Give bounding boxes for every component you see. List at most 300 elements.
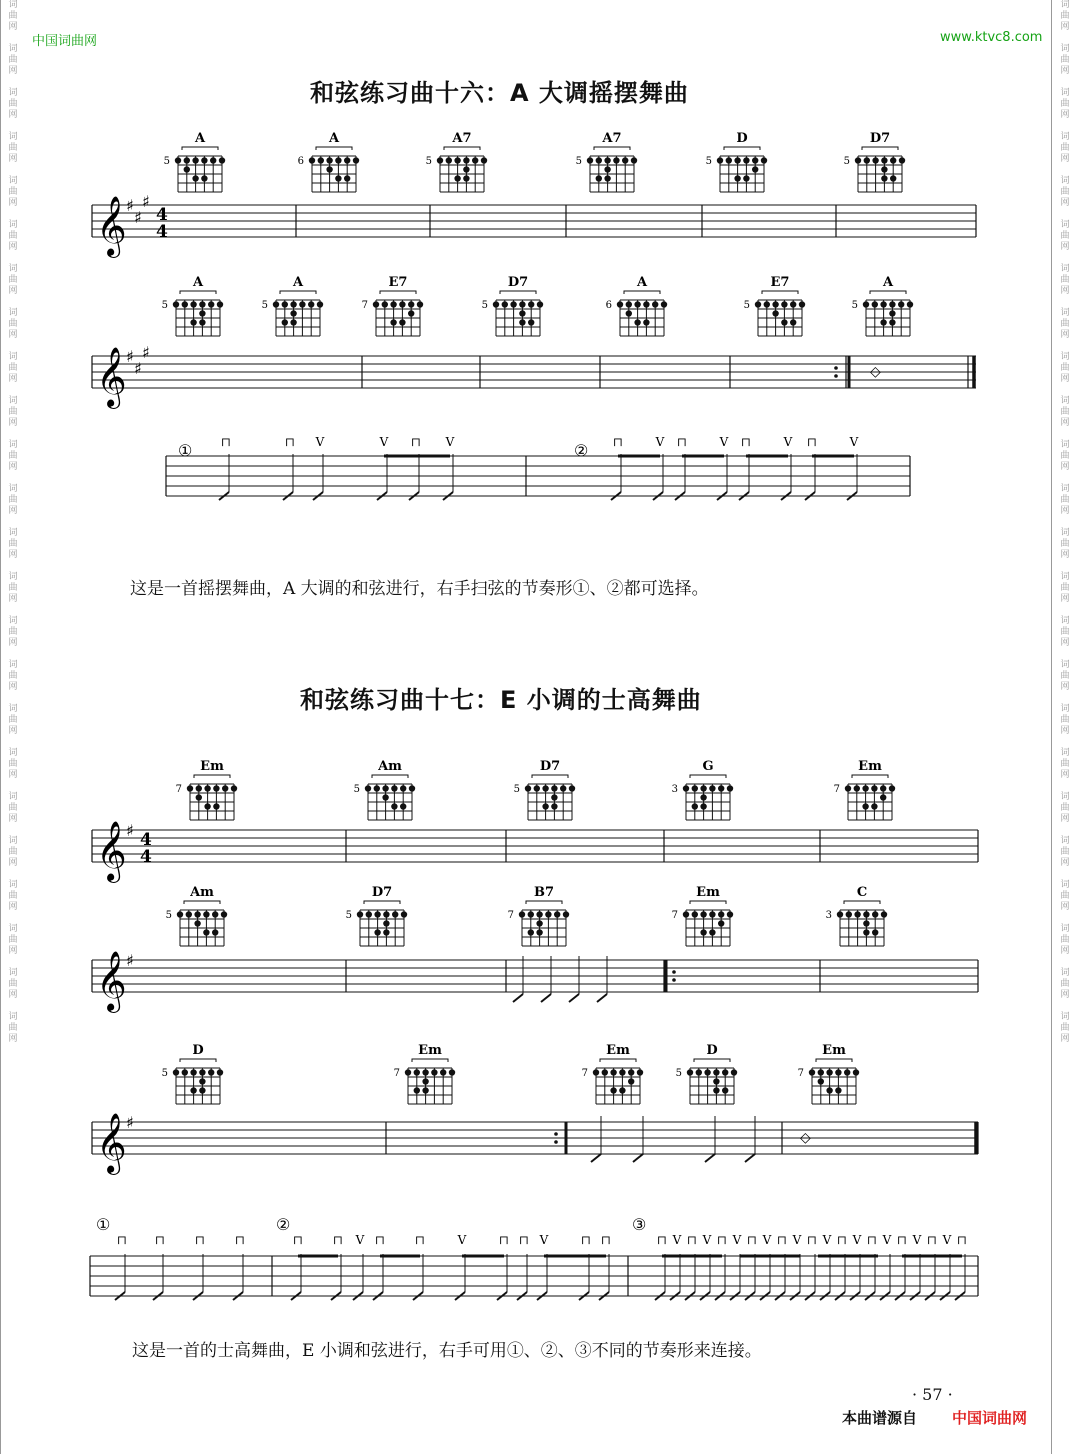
down-strum-icon: ⊓ [836,1233,848,1247]
finger-dot [383,929,389,935]
finger-dot [273,301,279,307]
slash-notehead [745,1154,755,1162]
finger-dot [177,911,183,917]
chord-name: A [194,131,206,146]
up-strum-icon: V [445,435,455,449]
barre-bracket [444,147,480,150]
fret-number: 5 [513,784,520,795]
time-signature-bottom: 4 [140,847,152,867]
finger-dot [844,1069,850,1075]
finger-dot [383,920,389,926]
finger-dot [560,785,566,791]
finger-dot [619,1069,625,1075]
repeat-dot [834,366,838,370]
finger-dot [353,157,359,163]
finger-dot [212,929,218,935]
time-signature-top: 4 [156,205,168,225]
finger-dot [718,785,724,791]
down-strum-icon: ⊓ [220,435,232,449]
barre-bracket [862,147,898,150]
chord-name: D [736,131,748,146]
up-strum-icon: V [762,1233,772,1247]
finger-dot [837,911,843,917]
finger-dot [835,1087,841,1093]
down-strum-icon: ⊓ [686,1233,698,1247]
rhythm-label: ① [96,1215,111,1234]
finger-dot [713,1078,719,1084]
finger-dot [652,301,658,307]
piece16-description: 这是一首摇摆舞曲，A 大调的和弦进行，右手扫弦的节奏形①、②都可选择。 [130,579,709,599]
slash-notehead [541,994,551,1002]
finger-dot [203,929,209,935]
finger-dot [718,920,724,926]
fret-number: 3 [825,910,832,921]
barre-bracket [280,291,316,294]
finger-dot [818,1069,824,1075]
finger-dot [196,785,202,791]
finger-dot [889,301,895,307]
finger-dot [374,911,380,917]
chord-name: A7 [452,131,472,146]
finger-dot [700,929,706,935]
finger-dot [282,319,288,325]
piece17-description: 这是一首的士高舞曲，E 小调和弦进行，右手可用①、②、③不同的节奏形来连接。 [132,1341,762,1361]
fret-number: 7 [671,910,678,921]
finger-dot [692,911,698,917]
sharp-icon: ♯ [142,343,150,362]
barre-bracket [184,901,220,904]
finger-dot [890,157,896,163]
finger-dot [454,157,460,163]
finger-dot [392,911,398,917]
fret-number: 5 [575,156,582,167]
finger-dot [192,157,198,163]
finger-dot [790,319,796,325]
finger-dot [519,319,525,325]
finger-dot [399,319,405,325]
finger-dot [203,911,209,917]
down-strum-icon: ⊓ [580,1233,592,1247]
finger-dot [809,1069,815,1075]
sharp-icon: ♯ [126,347,134,366]
finger-dot [373,301,379,307]
whole-note: ◇ [800,1130,811,1146]
repeat-dot [834,374,838,378]
sharp-icon: ♯ [126,1113,134,1132]
finger-dot [208,1069,214,1075]
finger-dot [845,785,851,791]
finger-dot [790,301,796,307]
finger-dot [390,301,396,307]
fret-number: 5 [161,300,168,311]
repeat-dot [672,978,676,982]
finger-dot [899,157,905,163]
finger-dot [626,310,632,316]
finger-dot [610,1069,616,1075]
fret-number: 5 [161,1068,168,1079]
finger-dot [889,785,895,791]
finger-dot [563,911,569,917]
finger-dot [734,175,740,181]
finger-dot [700,803,706,809]
finger-dot [846,911,852,917]
barre-bracket [690,901,726,904]
sharp-icon: ♯ [134,359,142,378]
finger-dot [537,301,543,307]
finger-dot [863,920,869,926]
finger-dot [881,157,887,163]
barre-bracket [844,901,880,904]
finger-dot [764,301,770,307]
finger-dot [826,1069,832,1075]
sharp-icon: ♯ [142,192,150,211]
finger-dot [855,157,861,163]
finger-dot [854,911,860,917]
chord-name: D [192,1043,204,1058]
sharp-icon: ♯ [126,196,134,215]
finger-dot [863,301,869,307]
finger-dot [399,301,405,307]
down-strum-icon: ⊓ [716,1233,728,1247]
finger-dot [192,175,198,181]
fret-number: 7 [361,300,368,311]
down-strum-icon: ⊓ [292,1233,304,1247]
sharp-icon: ♯ [134,208,142,227]
finger-dot [863,929,869,935]
chord-name: A [882,275,894,290]
finger-dot [890,175,896,181]
finger-dot [335,157,341,163]
finger-dot [604,166,610,172]
finger-dot [318,157,324,163]
finger-dot [628,1078,634,1084]
finger-dot [173,301,179,307]
fret-number: 5 [705,156,712,167]
treble-clef-icon: 𝄞 [96,821,127,881]
slash-notehead [597,994,607,1002]
finger-dot [781,319,787,325]
finger-dot [536,920,542,926]
barre-bracket [526,901,562,904]
finger-dot [818,1078,824,1084]
finger-dot [799,301,805,307]
treble-clef-icon: 𝄞 [96,347,127,407]
finger-dot [872,301,878,307]
finger-dot [551,785,557,791]
finger-dot [700,785,706,791]
finger-dot [709,911,715,917]
fret-number: 5 [675,1068,682,1079]
finger-dot [196,794,202,800]
fret-number: 6 [605,300,612,311]
up-strum-icon: V [702,1233,712,1247]
finger-dot [194,911,200,917]
fret-number: 7 [833,784,840,795]
finger-dot [709,929,715,935]
finger-dot [542,803,548,809]
down-strum-icon: ⊓ [498,1233,510,1247]
finger-dot [437,157,443,163]
barre-bracket [180,291,216,294]
finger-dot [722,1087,728,1093]
finger-dot [210,157,216,163]
site-url-header: www.ktvc8.com [940,30,1043,45]
down-strum-icon: ⊓ [154,1233,166,1247]
finger-dot [190,1069,196,1075]
finger-dot [704,1069,710,1075]
barre-bracket [372,775,408,778]
finger-dot [661,301,667,307]
right-watermark-strip: 词 曲 网 词 曲 网 词 曲 网 词 曲 网 词 曲 网 词 曲 网 词 曲 网 词 曲 网 词 曲 网 词 曲 网 词 曲 网 词 曲 网 词 曲 网 词 曲 网 词 曲 网 词 曲 网 词 曲 网 词 曲 网 词 曲 网 词 曲 网 词 曲 网 词 曲 网 词 曲 网 词 曲 网 [1060,0,1070,1044]
finger-dot [217,301,223,307]
finger-dot [401,911,407,917]
finger-dot [199,301,205,307]
finger-dot [390,319,396,325]
finger-dot [772,310,778,316]
chord-name: Em [606,1043,630,1058]
finger-dot [454,175,460,181]
finger-dot [554,911,560,917]
barre-bracket [724,147,760,150]
finger-dot [528,319,534,325]
finger-dot [643,319,649,325]
chord-name: D7 [869,131,891,146]
finger-dot [204,785,210,791]
finger-dot [551,794,557,800]
finger-dot [422,1078,428,1084]
finger-dot [365,785,371,791]
finger-dot [872,929,878,935]
treble-clef-icon: 𝄞 [96,196,127,256]
barre-bracket [690,775,726,778]
finger-dot [213,785,219,791]
down-strum-icon: ⊓ [284,435,296,449]
repeat-dot [672,970,676,974]
finger-dot [772,301,778,307]
finger-dot [727,911,733,917]
finger-dot [717,157,723,163]
finger-dot [221,911,227,917]
finger-dot [863,911,869,917]
fret-number: 5 [353,784,360,795]
finger-dot [409,785,415,791]
finger-dot [880,785,886,791]
down-strum-icon: ⊓ [600,1233,612,1247]
up-strum-icon: V [783,435,793,449]
finger-dot [194,920,200,926]
barre-bracket [870,291,906,294]
finger-dot [184,157,190,163]
finger-dot [357,911,363,917]
finger-dot [463,166,469,172]
barre-bracket [412,1059,448,1062]
finger-dot [700,794,706,800]
finger-dot [862,803,868,809]
finger-dot [493,301,499,307]
down-strum-icon: ⊓ [806,1233,818,1247]
chord-name: A [192,275,204,290]
repeat-dot [554,1132,558,1136]
finger-dot [408,301,414,307]
slash-notehead [705,1154,715,1162]
finger-dot [889,319,895,325]
chord-name: Em [418,1043,442,1058]
finger-dot [184,166,190,172]
finger-dot [317,301,323,307]
finger-dot [366,911,372,917]
chord-name: B7 [533,885,555,900]
barre-bracket [852,775,888,778]
down-strum-icon: ⊓ [410,435,422,449]
finger-dot [449,1069,455,1075]
finger-dot [871,785,877,791]
finger-dot [173,1069,179,1075]
source-label: 本曲谱源自 [842,1409,918,1427]
fret-number: 5 [851,300,858,311]
chord-name: Em [696,885,720,900]
finger-dot [290,319,296,325]
finger-dot [587,157,593,163]
fret-number: 7 [797,1068,804,1079]
rhythm-label: ③ [632,1215,647,1234]
down-strum-icon: ⊓ [956,1233,968,1247]
finger-dot [510,301,516,307]
barre-bracket [180,1059,216,1062]
finger-dot [383,911,389,917]
rhythm-label: ② [574,441,589,460]
finger-dot [175,157,181,163]
fret-number: 6 [297,156,304,167]
finger-dot [853,1069,859,1075]
down-strum-icon: ⊓ [234,1233,246,1247]
finger-dot [290,310,296,316]
finger-dot [374,929,380,935]
slash-notehead [513,994,523,1002]
chord-name: A [328,131,340,146]
chord-name: A [292,275,304,290]
down-strum-icon: ⊓ [866,1233,878,1247]
chord-name: Em [822,1043,846,1058]
finger-dot [422,1087,428,1093]
finger-dot [881,175,887,181]
finger-dot [596,175,602,181]
finger-dot [400,803,406,809]
barre-bracket [194,775,230,778]
down-strum-icon: ⊓ [414,1233,426,1247]
down-strum-icon: ⊓ [926,1233,938,1247]
finger-dot [619,1087,625,1093]
finger-dot [408,310,414,316]
piece16-title: 和弦练习曲十六：A 大调摇摆舞曲 [310,79,689,107]
finger-dot [593,1069,599,1075]
down-strum-icon: ⊓ [518,1233,530,1247]
barre-bracket [600,1059,636,1062]
down-strum-icon: ⊓ [676,435,688,449]
finger-dot [222,785,228,791]
down-strum-icon: ⊓ [612,435,624,449]
chord-name: E7 [388,275,408,290]
up-strum-icon: V [732,1233,742,1247]
rhythm-label: ② [276,1215,291,1234]
fret-number: 5 [743,300,750,311]
finger-dot [835,1069,841,1075]
down-strum-icon: ⊓ [776,1233,788,1247]
finger-dot [613,157,619,163]
chord-name: Am [378,759,402,774]
finger-dot [726,157,732,163]
fret-number: 5 [425,156,432,167]
finger-dot [199,1087,205,1093]
barre-bracket [694,1059,730,1062]
down-strum-icon: ⊓ [194,1233,206,1247]
up-strum-icon: V [912,1233,922,1247]
finger-dot [643,301,649,307]
finger-dot [187,785,193,791]
finger-dot [299,301,305,307]
finger-dot [628,1069,634,1075]
sharp-icon: ♯ [126,821,134,840]
finger-dot [212,911,218,917]
finger-dot [604,157,610,163]
rhythm-label: ① [178,441,193,460]
up-strum-icon: V [355,1233,365,1247]
finger-dot [440,1069,446,1075]
finger-dot [872,911,878,917]
finger-dot [463,157,469,163]
finger-dot [626,301,632,307]
finger-dot [326,166,332,172]
finger-dot [826,1087,832,1093]
down-strum-icon: ⊓ [374,1233,386,1247]
finger-dot [713,1087,719,1093]
down-strum-icon: ⊓ [656,1233,668,1247]
fret-number: 7 [507,910,514,921]
barre-bracket [182,147,218,150]
up-strum-icon: V [655,435,665,449]
piece17-title: 和弦练习曲十七：E 小调的士高舞曲 [300,686,702,714]
finger-dot [761,157,767,163]
finger-dot [446,157,452,163]
up-strum-icon: V [672,1233,682,1247]
down-strum-icon: ⊓ [740,435,752,449]
down-strum-icon: ⊓ [806,435,818,449]
up-strum-icon: V [315,435,325,449]
finger-dot [308,301,314,307]
finger-dot [414,1087,420,1093]
finger-dot [463,175,469,181]
finger-dot [862,785,868,791]
finger-dot [683,785,689,791]
time-signature-top: 4 [140,830,152,850]
finger-dot [545,911,551,917]
barre-bracket [364,901,400,904]
finger-dot [481,157,487,163]
page-number: · 57 · [912,1385,953,1404]
finger-dot [683,911,689,917]
finger-dot [374,785,380,791]
finger-dot [525,785,531,791]
finger-dot [709,785,715,791]
left-watermark-strip: 词 曲 网 词 曲 网 词 曲 网 词 曲 网 词 曲 网 词 曲 网 词 曲 网 词 曲 网 词 曲 网 词 曲 网 词 曲 网 词 曲 网 词 曲 网 词 曲 网 词 曲 网 词 曲 网 词 曲 网 词 曲 网 词 曲 网 词 曲 网 词 曲 网 词 曲 网 词 曲 网 词 曲 网 [8,0,18,1044]
finger-dot [502,301,508,307]
finger-dot [382,794,388,800]
finger-dot [282,301,288,307]
finger-dot [542,785,548,791]
finger-dot [596,157,602,163]
finger-dot [208,301,214,307]
up-strum-icon: V [379,435,389,449]
finger-dot [722,1069,728,1075]
